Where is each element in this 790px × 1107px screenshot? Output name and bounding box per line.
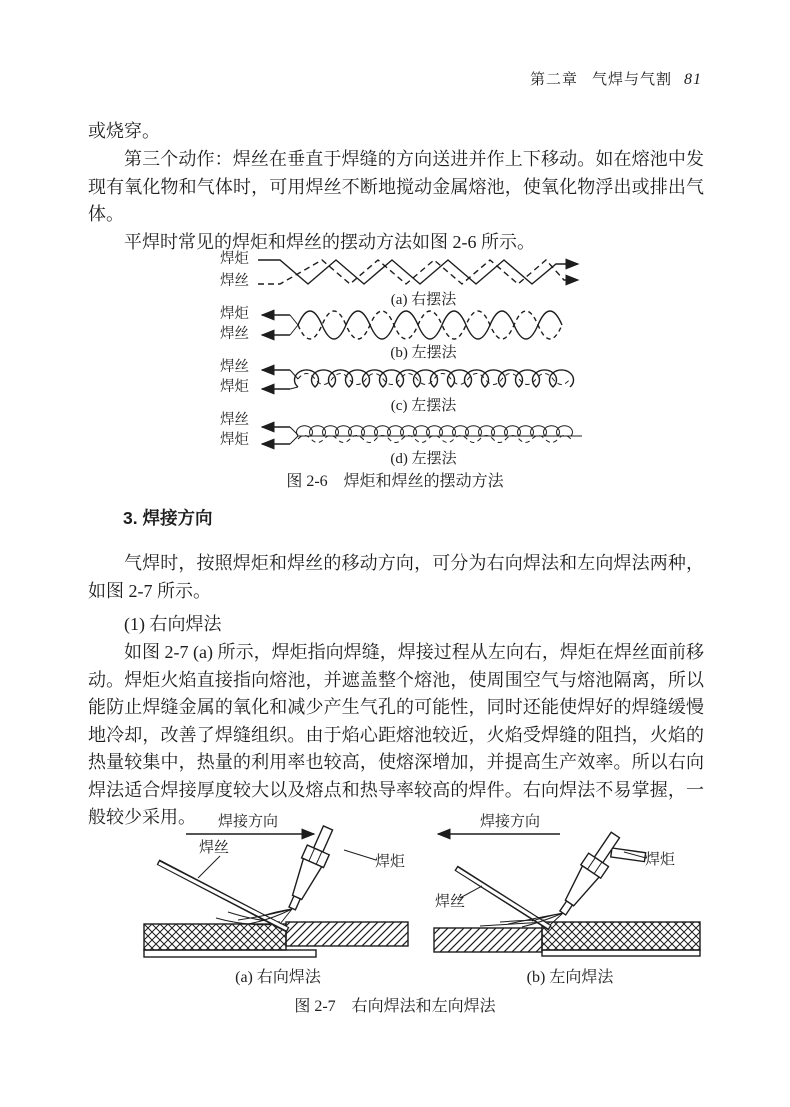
figure-2-6-caption: 图 2-6 焊炬和焊丝的摆动方法 [286, 473, 504, 490]
figure-2-6-row-b [220, 305, 600, 361]
figure-2-6 [220, 251, 600, 467]
torch-path [258, 260, 578, 284]
torch-path [298, 311, 562, 339]
direction-label: 焊接方向 [217, 814, 279, 830]
wire-leader-line [460, 886, 482, 898]
figure-2-7a-caption: (a) 右向焊法 [235, 969, 321, 986]
wire-leader-line [198, 856, 220, 878]
subheading-rightward: (1) 右向焊法 [124, 614, 222, 634]
rightward-welding-diagram [128, 812, 428, 962]
torch-label: 焊炬 [220, 379, 249, 395]
wire-label: 焊丝 [220, 326, 249, 342]
chapter-title: 气焊与气割 [591, 72, 672, 88]
weld-bead-crosshatch [144, 924, 286, 950]
wire-label: 焊丝 [198, 840, 230, 856]
torch-label: 焊炬 [220, 432, 249, 448]
leftward-welding-diagram [420, 812, 720, 962]
torch-label: 焊炬 [220, 251, 249, 267]
wire-label: 焊丝 [220, 359, 249, 375]
subcaption-c: (c) 左摆法 [390, 398, 457, 414]
wire-path-dashed [258, 260, 578, 284]
wire-label: 焊丝 [434, 894, 466, 910]
torch-label: 焊炬 [374, 854, 406, 870]
base-plate-hatch [286, 922, 408, 946]
subcaption-b: (b) 左摆法 [390, 345, 457, 361]
left-oscillation-pattern [256, 305, 591, 345]
wire-path-dashed [298, 374, 570, 385]
weld-bead-crosshatch [542, 922, 700, 950]
wire-label: 焊丝 [220, 412, 249, 428]
small-loop-oscillation-pattern [256, 411, 591, 451]
torch-label: 焊炬 [644, 852, 676, 868]
torch-leader-line [344, 850, 376, 860]
running-head [88, 68, 702, 89]
loop-oscillation-pattern [256, 358, 591, 398]
figure-2-6-row-c [220, 358, 600, 414]
figure-2-7b [420, 812, 720, 986]
figure-2-7a [128, 812, 428, 986]
wire-label: 焊丝 [220, 273, 249, 289]
torch-label: 焊炬 [220, 306, 249, 322]
paragraph-direction-intro: 气焊时，按照焊炬和焊丝的移动方向，可分为右向焊法和左向焊法两种，如图 2-7 所示。 [88, 553, 704, 601]
base-plate-hatch [434, 928, 542, 952]
plate-lip [542, 950, 700, 956]
torch-loop-path [295, 370, 574, 387]
section-heading: 3. 焊接方向 [123, 508, 213, 528]
direction-label: 焊接方向 [479, 814, 541, 830]
welding-torch [281, 823, 339, 913]
chapter-label: 第二章 [529, 72, 578, 88]
figure-2-7b-caption: (b) 左向焊法 [526, 969, 614, 986]
paragraph-continuation: 或烧穿。 [88, 121, 160, 141]
figure-2-6-row-d [220, 411, 600, 467]
paragraph-rightward-detail: 如图 2-7 (a) 所示，焊炬指向焊缝，焊接过程从左向右，焊炬在焊丝面前移动。焊炬火焰直接指向熔池，并遮盖整个熔池，使周围空气与熔池隔离，所以能防止焊缝金属的氧化和减少产生气孔的可能性，同时还能使焊好的焊缝缓慢地冷却，改善了焊缝组织。由于焰心距熔池较近，火焰受焊缝的阻挡，火焰的热量较集中，热量的利用率也较高，使熔深增加，并提高生产效率。所以右向焊法适合焊接厚度较大以及熔点和热导率较高的焊件。右向焊法不易掌握，一般较少采用。 [88, 642, 704, 827]
subcaption-d: (d) 左摆法 [390, 451, 457, 467]
welding-torch [553, 828, 625, 919]
page-number: 81 [684, 71, 702, 88]
right-oscillation-pattern [256, 252, 591, 292]
wire-loop-path [297, 426, 573, 436]
figure-2-6-row-a [220, 251, 600, 308]
torch-path-dashed [298, 436, 571, 443]
paragraph-third-action: 第三个动作：焊丝在垂直于焊缝的方向送进并作上下移动。如在熔池中发现有氧化物和气体时，可用焊丝不断地搅动金属熔池，使氧化物浮出或排出气体。 [88, 149, 704, 224]
subcaption-a: (a) 右摆法 [390, 292, 457, 308]
torch-handle-stub [611, 848, 646, 862]
figure-2-7-caption: 图 2-7 右向焊法和左向焊法 [294, 998, 496, 1015]
plate-lip [144, 950, 316, 957]
wire-path-dashed [298, 311, 562, 339]
paragraph-fig26-lead: 平焊时常见的焊炬和焊丝的摆动方法如图 2-6 所示。 [124, 232, 535, 252]
